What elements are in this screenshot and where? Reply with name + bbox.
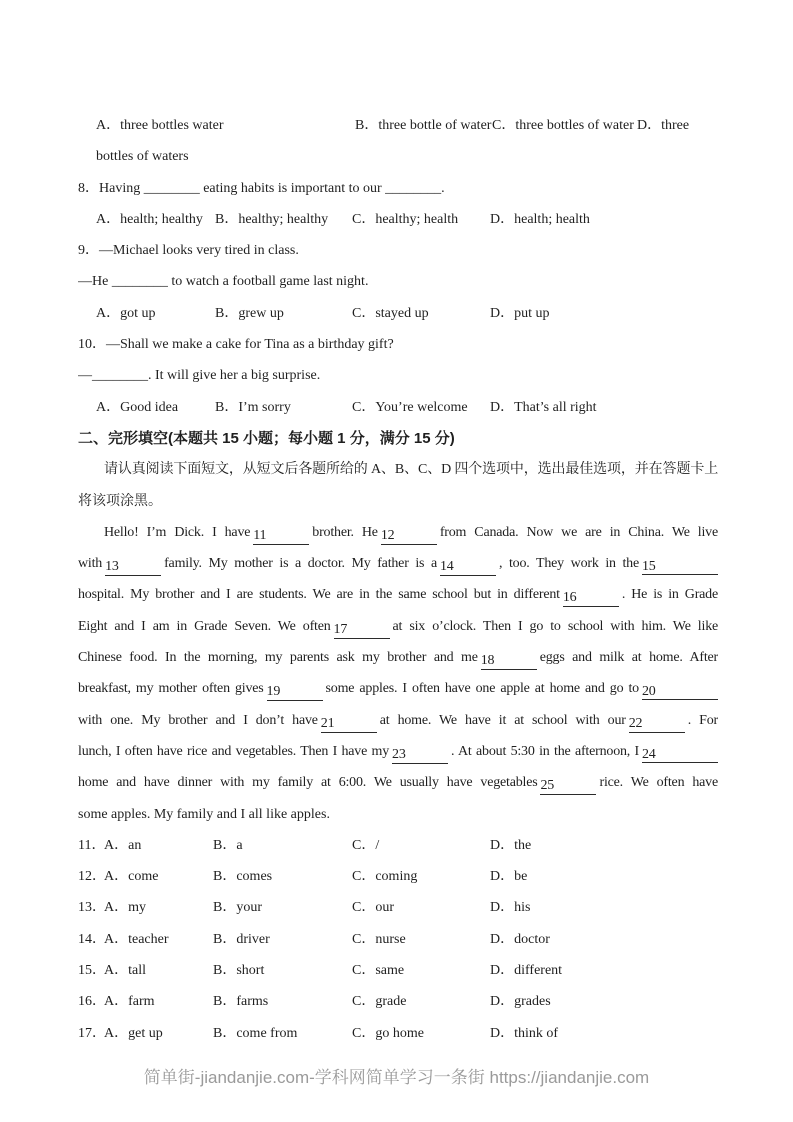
- cloze-blank-23: [392, 746, 448, 764]
- cloze-blank-19: [267, 683, 323, 701]
- cloze-line-5: [78, 642, 718, 673]
- mcq-13-number: 13．: [78, 900, 106, 916]
- cloze-line-7: [78, 705, 718, 736]
- question-7-option-d: D．three: [637, 118, 690, 133]
- question-9-option-c: C．stayed up: [352, 305, 429, 321]
- cloze-text: brother. He: [312, 524, 378, 540]
- cloze-blank-18: [481, 652, 537, 670]
- question-10-option-a: A．Good idea: [96, 399, 179, 415]
- cloze-line-4: [78, 611, 718, 642]
- cloze-text: at home. We have it at school with our: [379, 712, 626, 728]
- mcq-17-number: 17．: [78, 1025, 106, 1041]
- cloze-blank-24: [642, 746, 718, 763]
- cloze-text: rice. We often have: [599, 775, 718, 791]
- cloze-text: from Canada. Now we are in China. We live: [439, 524, 718, 540]
- question-8-option-b: B．healthy; healthy: [215, 211, 329, 227]
- mcq-14-option-b: B．driver: [213, 931, 270, 947]
- question-10-stem-line-1: 10．—Shall we make a cake for Tina as a birthday gift?: [78, 337, 394, 353]
- mcq-16-option-b: B．farms: [213, 994, 269, 1010]
- cloze-line-8: [78, 736, 718, 767]
- cloze-text: eggs and milk at home. After: [539, 650, 718, 666]
- cloze-blank-number: 18: [480, 653, 495, 669]
- cloze-line-10: some apples. My family and I all like apples.: [78, 806, 330, 822]
- cloze-blank-11: [253, 527, 309, 545]
- question-9-stem-line-1: 9．—Michael looks very tired in class.: [78, 243, 299, 259]
- question-8-option-a: A．health; healthy: [96, 211, 203, 227]
- cloze-text: Hello! I’m Dick. I have: [104, 524, 251, 540]
- cloze-text: with one. My brother and I don’t have: [78, 712, 318, 728]
- question-9-option-b: B．grew up: [215, 305, 284, 321]
- mcq-12-option-c: C．coming: [352, 869, 418, 885]
- mcq-row-11: [78, 830, 718, 861]
- cloze-blank-17: [334, 621, 390, 639]
- cloze-blank-13: [105, 558, 161, 576]
- cloze-blank-14: [440, 558, 496, 576]
- mcq-11-option-d: D．the: [490, 837, 532, 853]
- question-7-option-d-wrap: bottles of waters: [96, 149, 189, 165]
- cloze-blank-number: 24: [642, 746, 656, 762]
- section-2-header: 二、完形填空(本题共 15 小题；每小题 1 分，满分 15 分): [78, 429, 455, 447]
- cloze-text: lunch, I often have rice and vegetables. Then I have my: [78, 743, 390, 759]
- cloze-text: . At about 5:30 in the afternoon, I: [451, 743, 639, 759]
- question-8-option-d: D．health; health: [490, 211, 590, 227]
- question-9-option-a: A．got up: [96, 305, 156, 321]
- cloze-text: some apples. I often have one apple at home and go to: [325, 681, 639, 697]
- question-9-stem-line-2: —He ________ to watch a football game last night.: [78, 274, 369, 290]
- mcq-11-option-c: C．/: [352, 837, 380, 853]
- mcq-15-option-a: A．tall: [104, 963, 146, 979]
- mcq-14-number: 14．: [78, 931, 106, 947]
- question-10-options: [78, 392, 718, 423]
- cloze-text: , too. They work in the: [499, 556, 639, 572]
- cloze-line-9: [78, 767, 718, 798]
- page-footer-text: 简单街-jiandanjie.com-学科网简单学习一条街 https://jiandanjie.com: [143, 1068, 650, 1087]
- cloze-blank-number: 14: [440, 559, 454, 575]
- mcq-17-option-d: D．think of: [490, 1025, 559, 1041]
- cloze-line-2: [78, 548, 718, 579]
- cloze-text: at six o’clock. Then I go to school with him. We like: [392, 618, 718, 634]
- question-7-options-line-1: [78, 110, 718, 141]
- mcq-16-option-d: D．grades: [490, 994, 551, 1010]
- mcq-16-number: 16．: [78, 994, 106, 1010]
- cloze-blank-number: 17: [333, 621, 348, 637]
- cloze-blank-20: [642, 683, 718, 700]
- cloze-blank-15: [642, 558, 718, 575]
- cloze-blank-number: 19: [266, 684, 281, 700]
- mcq-row-17: [78, 1018, 718, 1049]
- question-7-option-a: A．three bottles water: [96, 118, 224, 133]
- mcq-15-option-c: C．same: [352, 963, 405, 979]
- cloze-blank-number: 13: [105, 559, 119, 575]
- mcq-12-number: 12．: [78, 869, 106, 885]
- cloze-blank-number: 25: [540, 778, 555, 794]
- cloze-blank-number: 21: [320, 715, 335, 731]
- cloze-text: . For: [687, 712, 718, 728]
- question-7-option-b: B．three bottle of water: [355, 118, 492, 133]
- mcq-13-option-a: A．my: [104, 900, 146, 916]
- cloze-blank-22: [629, 715, 685, 733]
- mcq-13-option-b: B．your: [213, 900, 262, 916]
- mcq-row-14: [78, 924, 718, 955]
- mcq-12-option-d: D．be: [490, 869, 528, 885]
- page-footer: [0, 1064, 793, 1092]
- cloze-blank-number: 23: [392, 746, 406, 762]
- question-7-option-c: C．three bottles of water: [492, 118, 634, 133]
- mcq-11-option-b: B．a: [213, 837, 243, 853]
- mcq-12-option-a: A．come: [104, 869, 159, 885]
- question-10-option-d: D．That’s all right: [490, 399, 597, 415]
- cloze-text: family. My mother is a doctor. My father is a: [164, 556, 437, 572]
- cloze-text: with: [78, 556, 103, 572]
- cloze-text: Eight and I am in Grade Seven. We often: [78, 618, 331, 634]
- section-2-instruction-line-2: 将该项涂黑。: [78, 493, 162, 509]
- cloze-blank-number: 12: [380, 527, 395, 543]
- cloze-text: home and have dinner with my family at 6:00. We usually have vegetables: [78, 775, 538, 791]
- mcq-15-number: 15．: [78, 963, 106, 979]
- cloze-blank-12: [381, 527, 437, 545]
- question-10-stem-line-2: —________. It will give her a big surprise.: [78, 368, 321, 384]
- cloze-blank-number: 15: [642, 559, 656, 575]
- mcq-12-option-b: B．comes: [213, 869, 273, 885]
- mcq-14-option-d: D．doctor: [490, 931, 550, 947]
- mcq-14-option-c: C．nurse: [352, 931, 406, 947]
- mcq-13-option-c: C．our: [352, 900, 394, 916]
- question-8-options: [78, 204, 718, 235]
- mcq-16-option-a: A．farm: [104, 994, 155, 1010]
- mcq-11-option-a: A．an: [104, 837, 142, 853]
- mcq-17-option-b: B．come from: [213, 1025, 298, 1041]
- cloze-text: hospital. My brother and I are students. We are in the same school but in different: [78, 587, 560, 603]
- mcq-row-12: [78, 861, 718, 892]
- mcq-row-16: [78, 986, 718, 1017]
- mcq-row-13: [78, 892, 718, 923]
- exam-content: [78, 110, 718, 1049]
- mcq-17-option-a: A．get up: [104, 1025, 163, 1041]
- cloze-blank-number: 20: [641, 684, 656, 700]
- question-9-option-d: D．put up: [490, 305, 550, 321]
- cloze-blank-number: 16: [562, 590, 577, 606]
- cloze-blank-21: [321, 715, 377, 733]
- cloze-blank-number: 11: [253, 527, 267, 543]
- cloze-line-3: [78, 579, 718, 610]
- cloze-text: breakfast, my mother often gives: [78, 681, 264, 697]
- mcq-row-15: [78, 955, 718, 986]
- cloze-blank-number: 22: [628, 715, 643, 731]
- cloze-blank-16: [563, 589, 619, 607]
- mcq-14-option-a: A．teacher: [104, 931, 169, 947]
- cloze-text: . He is in Grade: [621, 587, 718, 603]
- cloze-line-6: [78, 673, 718, 704]
- cloze-blank-25: [540, 777, 596, 795]
- question-8-option-c: C．healthy; health: [352, 211, 459, 227]
- mcq-11-number: 11．: [78, 837, 106, 853]
- cloze-line-1: [78, 517, 718, 548]
- mcq-17-option-c: C．go home: [352, 1025, 424, 1041]
- question-10-option-c: C．You’re welcome: [352, 399, 468, 415]
- question-10-option-b: B．I’m sorry: [215, 399, 291, 415]
- cloze-text: Chinese food. In the morning, my parents ask my brother and me: [78, 650, 478, 666]
- question-9-options: [78, 298, 718, 329]
- question-8-stem: 8．Having ________ eating habits is important to our ________.: [78, 180, 445, 196]
- mcq-13-option-d: D．his: [490, 900, 531, 916]
- mcq-15-option-d: D．different: [490, 963, 563, 979]
- mcq-15-option-b: B．short: [213, 963, 265, 979]
- mcq-16-option-c: C．grade: [352, 994, 407, 1010]
- section-2-instruction-line-1: 请认真阅读下面短文，从短文后各题所给的 A、B、C、D 四个选项中，选出最佳选项，并在答题卡上: [104, 462, 718, 478]
